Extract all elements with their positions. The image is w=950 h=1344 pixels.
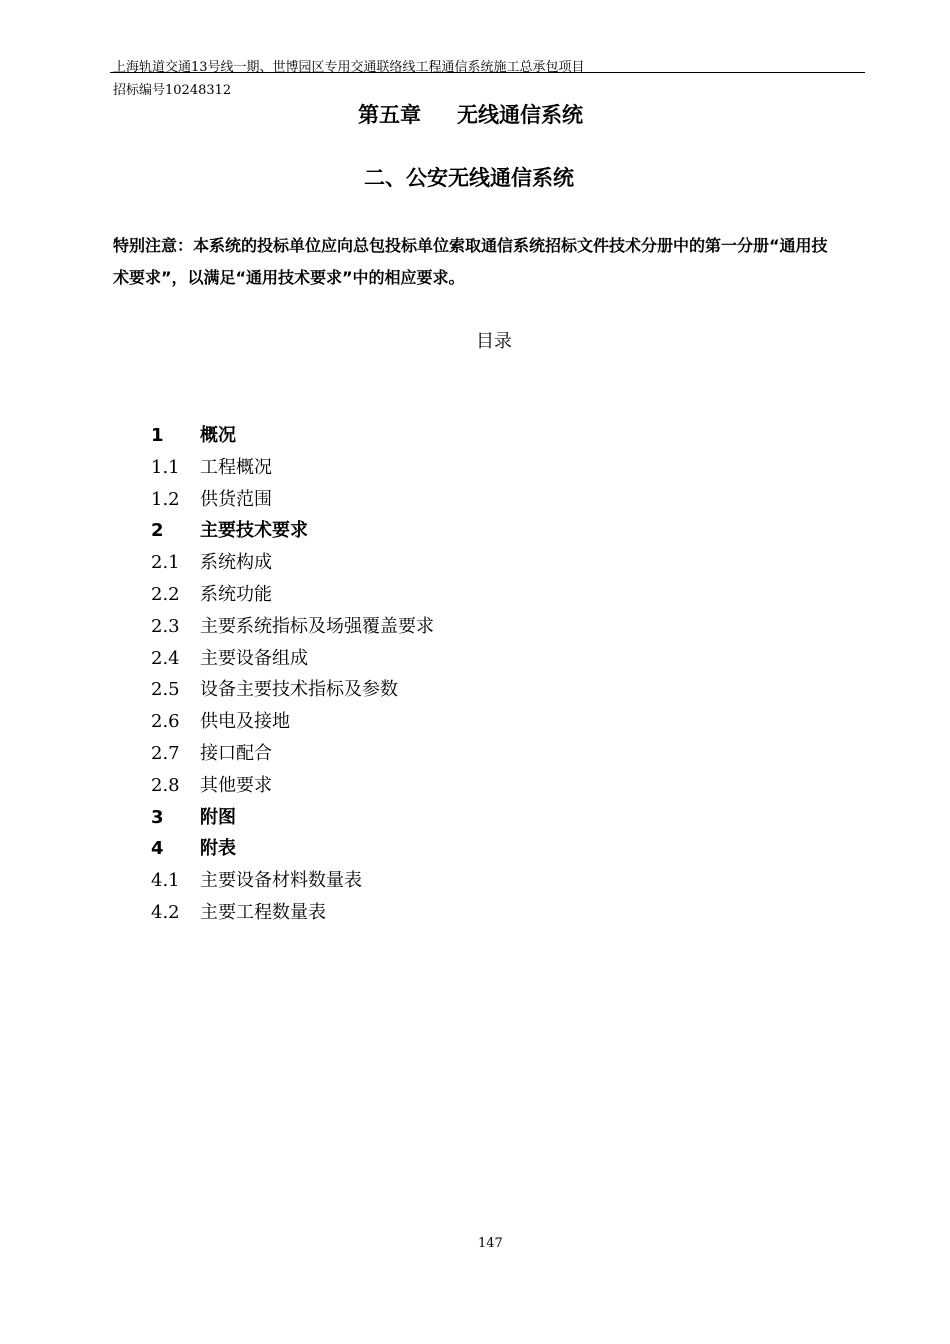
toc-item-number: 2.3 [151,615,180,637]
page-number: 147 [478,1236,503,1251]
toc-item-number: 1.2 [151,488,180,510]
toc-item-number: 4 [151,838,164,860]
toc-item-title: 接口配合 [200,742,272,764]
toc-item[interactable] [151,643,434,675]
toc-item[interactable] [151,611,434,643]
toc-item-title: 主要技术要求 [200,520,308,542]
toc-item[interactable] [151,420,434,452]
toc-item-number: 4.2 [151,901,180,923]
toc-item-number: 2.8 [151,774,180,796]
toc-item-number: 2.2 [151,583,180,605]
toc-item[interactable] [151,802,434,834]
toc-item[interactable] [151,897,434,929]
toc-item[interactable] [151,770,434,802]
toc-item-number: 4.1 [151,870,180,892]
toc-item-number: 2.7 [151,742,180,764]
toc-item-number: 1 [151,425,164,446]
toc-item[interactable] [151,833,434,865]
section-title: 二、公安无线通信系统 [364,166,574,190]
toc-item-number: 2.4 [151,647,180,669]
toc-item[interactable] [151,706,434,738]
toc-item[interactable] [151,579,434,611]
special-notice: 特别注意：本系统的投标单位应向总包投标单位索取通信系统招标文件技术分册中的第一分册“通用技术要求”，以满足“通用技术要求”中的相应要求。 [113,236,828,287]
toc-item-title: 主要工程数量表 [200,901,326,923]
header-tender-number: 招标编号10248312 [113,83,232,98]
toc-item-number: 2.5 [151,679,180,701]
toc-item[interactable] [151,452,434,484]
toc-item-title: 系统功能 [200,583,272,605]
toc-item[interactable] [151,547,434,579]
toc-item-title: 附图 [200,806,236,828]
toc-item[interactable] [151,738,434,770]
toc-item-title: 系统构成 [200,552,272,574]
toc-item-number: 2 [151,520,164,542]
toc-item-title: 供电及接地 [200,711,290,733]
header-project-title: 上海轨道交通13号线一期、世博园区专用交通联络线工程通信系统施工总承包项目 [113,60,585,75]
toc-item-number: 2.1 [151,552,180,574]
toc-item-number: 2.6 [151,711,180,733]
toc-item[interactable] [151,515,434,547]
toc-heading: 目录 [476,331,512,352]
toc-item-title: 主要设备组成 [200,647,308,669]
toc-item-title: 设备主要技术指标及参数 [200,679,398,701]
chapter-name: 无线通信系统 [457,103,583,127]
toc-item[interactable] [151,865,434,897]
chapter-number: 第五章 [358,103,421,127]
table-of-contents [151,420,434,929]
toc-item[interactable] [151,484,434,516]
toc-item-title: 主要系统指标及场强覆盖要求 [200,615,434,637]
toc-item-number: 1.1 [151,456,180,478]
toc-item-title: 供货范围 [200,488,272,510]
toc-item-title: 其他要求 [200,774,272,796]
chapter-title [358,99,583,129]
toc-item-number: 3 [151,806,164,828]
toc-item-title: 主要设备材料数量表 [200,870,362,892]
header-divider [110,72,865,73]
toc-item[interactable] [151,674,434,706]
toc-item-title: 附表 [200,838,236,860]
toc-item-title: 概况 [200,425,236,446]
toc-item-title: 工程概况 [200,456,272,478]
